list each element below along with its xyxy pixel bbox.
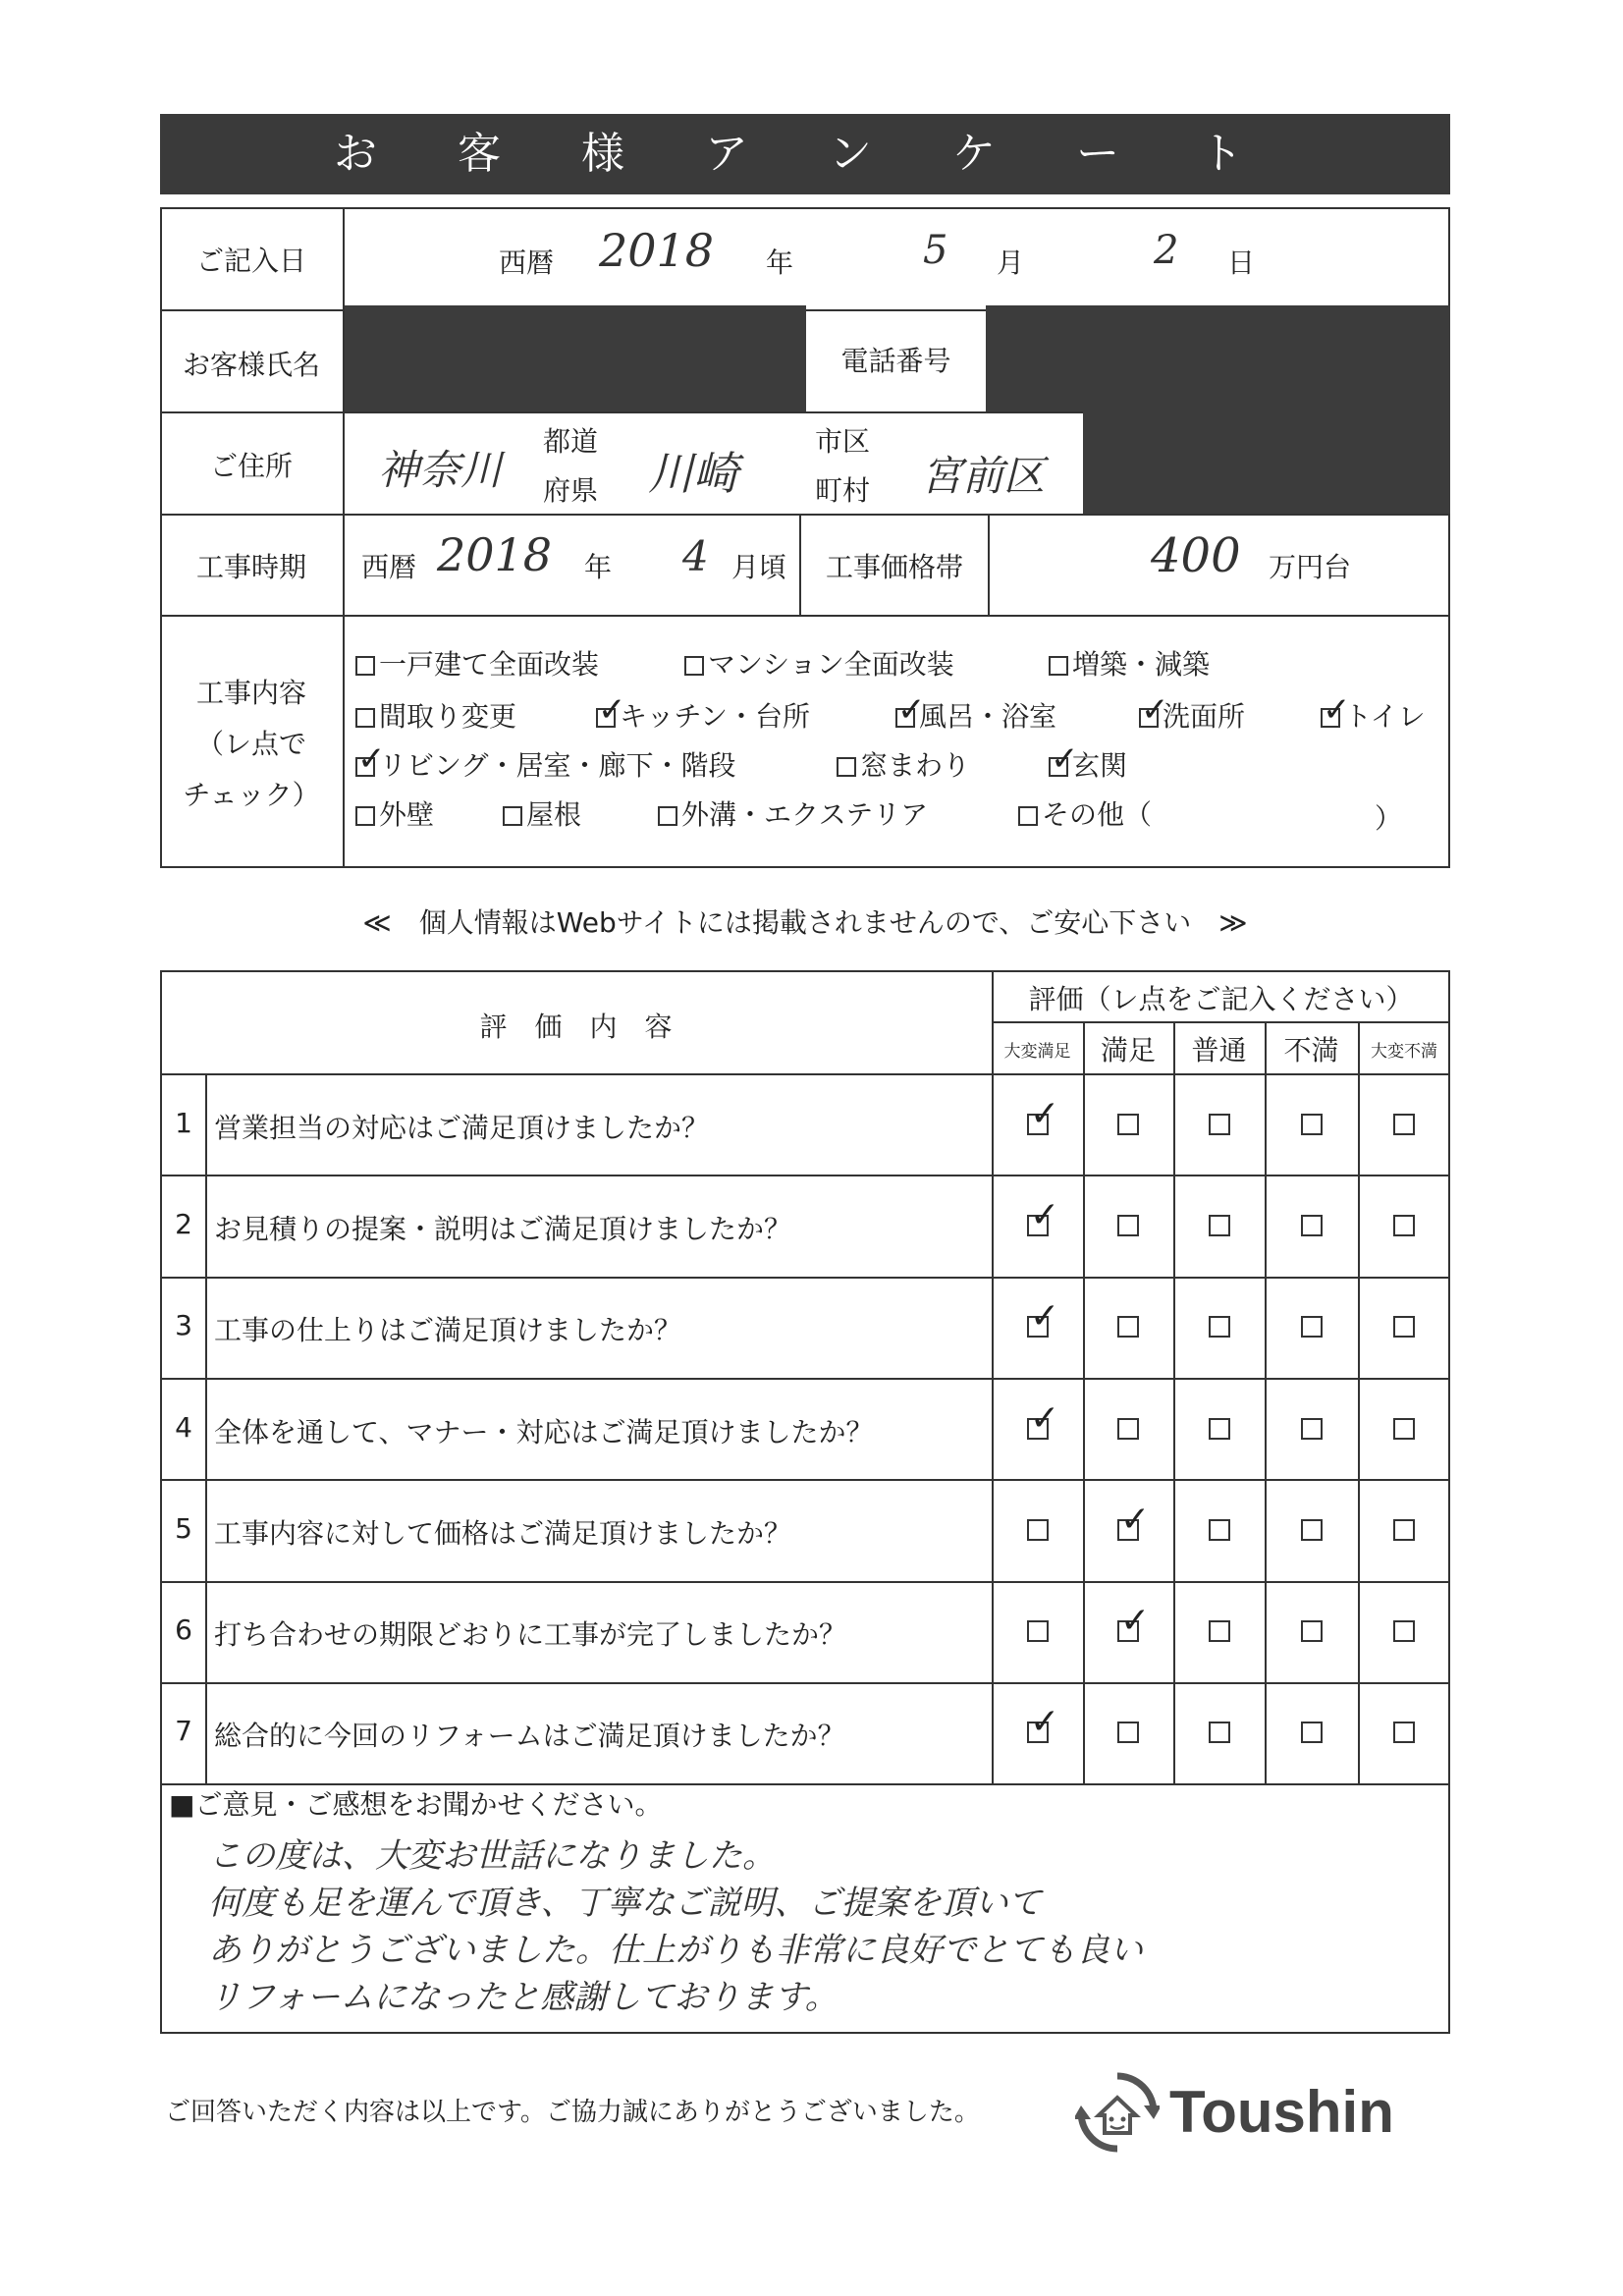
brand-logo — [1075, 2070, 1429, 2155]
date-month-unit: 月 — [997, 246, 1025, 279]
rating-checkbox[interactable] — [1027, 1114, 1049, 1135]
question-text: 打ち合わせの期限どおりに工事が完了しましたか？ — [214, 1618, 847, 1651]
question-text: 工事の仕上りはご満足頂けましたか？ — [214, 1314, 682, 1346]
work-option-checkbox[interactable] — [503, 806, 522, 826]
divider — [160, 514, 1450, 516]
question-number: 2 — [175, 1208, 192, 1240]
divider — [160, 1175, 1450, 1176]
question-text: 全体を通して、マナー・対応はご満足頂けましたか？ — [214, 1416, 874, 1449]
divider — [205, 1073, 207, 1783]
divider — [160, 615, 1450, 617]
rating-checkbox[interactable] — [1117, 1519, 1139, 1541]
rating-level-header: 不満 — [1283, 1034, 1339, 1066]
redacted-phone — [986, 305, 1450, 411]
content-header: 評 価 内 容 — [479, 1011, 673, 1043]
work-option-label: 外壁 — [379, 798, 435, 831]
date-era: 西暦 — [499, 246, 555, 279]
price-range-unit: 万円台 — [1269, 551, 1352, 583]
rating-checkbox[interactable] — [1209, 1722, 1230, 1743]
work-option-label: その他（ — [1042, 798, 1153, 831]
question-number: 5 — [175, 1512, 192, 1545]
rating-level-header: 大変不満 — [1371, 1042, 1437, 1062]
phone-label: 電話番号 — [840, 345, 951, 377]
divider — [1083, 1021, 1085, 1783]
rating-checkbox[interactable] — [1393, 1722, 1415, 1743]
work-content-label-1: 工事内容 — [195, 677, 306, 709]
date-label: ご記入日 — [195, 245, 306, 277]
question-number: 1 — [175, 1107, 192, 1139]
work-option-checkbox[interactable] — [596, 708, 616, 728]
divider — [1358, 1021, 1360, 1783]
work-option — [658, 793, 928, 833]
rating-checkbox[interactable] — [1393, 1620, 1415, 1642]
brand-name: Toushin — [1169, 2079, 1394, 2145]
evaluation-header: 評価（レ点をご記入ください） — [1028, 983, 1414, 1015]
rating-checkbox[interactable] — [1393, 1418, 1415, 1440]
work-option — [895, 695, 1056, 735]
rating-checkbox[interactable] — [1301, 1316, 1323, 1338]
work-option-checkbox[interactable] — [895, 708, 915, 728]
work-option — [596, 695, 810, 735]
work-option-label: 洗面所 — [1163, 700, 1246, 733]
work-option-label: 一戸建て全面改装 — [379, 648, 600, 681]
date-month: 5 — [923, 228, 948, 273]
rating-checkbox[interactable] — [1027, 1418, 1049, 1440]
rating-checkbox[interactable] — [1393, 1215, 1415, 1236]
work-option-checkbox[interactable] — [1321, 708, 1340, 728]
question-text: 工事内容に対して価格はご満足頂けましたか？ — [214, 1517, 792, 1550]
work-option-label: リビング・居室・廊下・階段 — [379, 749, 736, 782]
divider — [988, 514, 990, 615]
comment-line: リフォームになったと感謝しております。 — [208, 1978, 839, 2017]
rating-checkbox[interactable] — [1209, 1114, 1230, 1135]
divider — [160, 1479, 1450, 1481]
rating-checkbox[interactable] — [1117, 1418, 1139, 1440]
price-range-label: 工事価格帯 — [825, 551, 963, 583]
rating-checkbox[interactable] — [1301, 1620, 1323, 1642]
divider — [1173, 1021, 1175, 1783]
question-text: お見積りの提案・説明はご満足頂けましたか？ — [214, 1213, 792, 1245]
question-number: 3 — [175, 1309, 192, 1341]
question-text: 営業担当の対応はご満足頂けましたか？ — [214, 1112, 710, 1144]
period-era: 西暦 — [361, 551, 417, 583]
period-month-unit: 月頃 — [731, 551, 787, 583]
comments-label: ■ご意見・ご感想をお聞かせください。 — [169, 1788, 663, 1821]
work-option-label: 外溝・エクステリア — [681, 798, 929, 831]
work-option-checkbox[interactable] — [355, 806, 375, 826]
work-option-label: 窓まわり — [860, 749, 971, 782]
divider — [992, 970, 994, 1783]
work-option-checkbox[interactable] — [1049, 656, 1068, 676]
rating-level-header: 満足 — [1100, 1034, 1156, 1066]
work-option-label: 間取り変更 — [379, 700, 517, 733]
work-option — [1321, 695, 1426, 735]
address-prefecture: 神奈川 — [378, 446, 503, 494]
page-title: お 客 様 ア ン ケ ー ト — [160, 114, 1450, 194]
work-content-label-2: （レ点で — [195, 728, 306, 760]
work-option-label: 玄関 — [1072, 749, 1128, 782]
city-unit-top: 市区 — [815, 425, 871, 458]
rating-checkbox[interactable] — [1027, 1722, 1049, 1743]
rating-level-header: 普通 — [1191, 1034, 1247, 1066]
work-option-checkbox[interactable] — [355, 757, 375, 777]
rating-checkbox[interactable] — [1117, 1114, 1139, 1135]
work-option — [1018, 793, 1152, 833]
rating-checkbox[interactable] — [1301, 1722, 1323, 1743]
date-year-unit: 年 — [766, 246, 794, 279]
question-number: 4 — [175, 1411, 192, 1444]
rating-checkbox[interactable] — [1301, 1114, 1323, 1135]
work-option-label: キッチン・台所 — [620, 700, 811, 733]
comment-line: 何度も足を運んで頂き、丁寧なご説明、ご提案を頂いて — [208, 1884, 1042, 1923]
work-option — [1049, 643, 1210, 683]
rating-checkbox[interactable] — [1393, 1519, 1415, 1541]
work-option — [355, 793, 434, 833]
work-option-label: マンション全面改装 — [708, 648, 954, 681]
prefecture-unit-bottom: 府県 — [543, 474, 599, 507]
question-number: 6 — [175, 1613, 192, 1646]
work-option — [1139, 695, 1245, 735]
prefecture-unit-top: 都道 — [543, 425, 599, 458]
rating-checkbox[interactable] — [1393, 1316, 1415, 1338]
address-ward: 宮前区 — [921, 452, 1046, 500]
work-option-checkbox[interactable] — [1139, 708, 1159, 728]
address-label: ご住所 — [209, 450, 293, 482]
address-city: 川崎 — [648, 447, 738, 500]
work-option-checkbox[interactable] — [355, 656, 375, 676]
work-option — [1049, 744, 1127, 784]
rating-checkbox[interactable] — [1027, 1519, 1049, 1541]
work-option-label: 増築・減築 — [1072, 648, 1211, 681]
customer-name-label: お客様氏名 — [182, 349, 320, 381]
work-option-checkbox[interactable] — [1018, 806, 1038, 826]
divider — [1265, 1021, 1267, 1783]
work-content-label-3: チェック） — [183, 779, 320, 811]
rating-checkbox[interactable] — [1117, 1722, 1139, 1743]
question-number: 7 — [175, 1715, 192, 1747]
redacted-address — [1083, 411, 1450, 514]
divider — [160, 1073, 1450, 1075]
rating-level-header: 大変満足 — [1003, 1042, 1071, 1062]
date-day-unit: 日 — [1227, 246, 1256, 279]
rating-checkbox[interactable] — [1209, 1215, 1230, 1236]
date-year: 2018 — [599, 224, 715, 277]
comment-line: ありがとうございました。仕上がりも非常に良好でとても良い — [208, 1931, 1143, 1970]
period-year: 2018 — [437, 528, 553, 581]
question-text: 総合的に今回のリフォームはご満足頂けましたか？ — [214, 1720, 845, 1752]
rating-checkbox[interactable] — [1117, 1620, 1139, 1642]
work-option — [503, 793, 581, 833]
divider — [160, 1277, 1450, 1279]
work-option-checkbox[interactable] — [837, 757, 856, 777]
work-option-checkbox[interactable] — [658, 806, 677, 826]
work-option-checkbox[interactable] — [1049, 757, 1068, 777]
house-cycle-icon — [1075, 2070, 1160, 2155]
rating-checkbox[interactable] — [1027, 1620, 1049, 1642]
rating-checkbox[interactable] — [1209, 1316, 1230, 1338]
rating-checkbox[interactable] — [1117, 1316, 1139, 1338]
divider — [160, 1581, 1450, 1583]
rating-checkbox[interactable] — [1393, 1114, 1415, 1135]
rating-checkbox[interactable] — [1209, 1620, 1230, 1642]
work-option-label: 風呂・浴室 — [919, 700, 1057, 733]
divider — [992, 1021, 1450, 1023]
privacy-note: ≪ 個人情報はWebサイトには掲載されませんので、ご安心下さい ≫ — [362, 906, 1248, 939]
rating-checkbox[interactable] — [1209, 1418, 1230, 1440]
date-day: 2 — [1154, 228, 1179, 273]
rating-checkbox[interactable] — [1209, 1519, 1230, 1541]
work-option — [355, 695, 516, 735]
period-month: 4 — [682, 532, 709, 580]
work-option — [837, 744, 970, 784]
rating-checkbox[interactable] — [1027, 1215, 1049, 1236]
work-option-label: 屋根 — [526, 798, 582, 831]
price-range-value: 400 — [1151, 528, 1241, 583]
work-option — [355, 643, 599, 683]
period-year-unit: 年 — [584, 551, 613, 583]
work-option-checkbox[interactable] — [684, 656, 704, 676]
rating-checkbox[interactable] — [1301, 1215, 1323, 1236]
work-option — [355, 744, 735, 784]
other-close-paren: ） — [1375, 802, 1403, 835]
city-unit-bottom: 町村 — [815, 474, 871, 507]
divider — [160, 1682, 1450, 1684]
redacted-name — [345, 305, 806, 411]
work-option — [684, 643, 954, 683]
work-option-label: トイレ — [1344, 700, 1426, 733]
work-option-checkbox[interactable] — [355, 708, 375, 728]
comment-line: この度は、大変お世話になりました。 — [208, 1836, 776, 1876]
divider — [160, 1378, 1450, 1380]
rating-checkbox[interactable] — [1027, 1316, 1049, 1338]
rating-checkbox[interactable] — [1117, 1215, 1139, 1236]
rating-checkbox[interactable] — [1301, 1418, 1323, 1440]
period-label: 工事時期 — [195, 551, 306, 583]
footer-thanks: ご回答いただく内容は以上です。ご協力誠にありがとうございました。 — [165, 2098, 980, 2127]
rating-checkbox[interactable] — [1301, 1519, 1323, 1541]
